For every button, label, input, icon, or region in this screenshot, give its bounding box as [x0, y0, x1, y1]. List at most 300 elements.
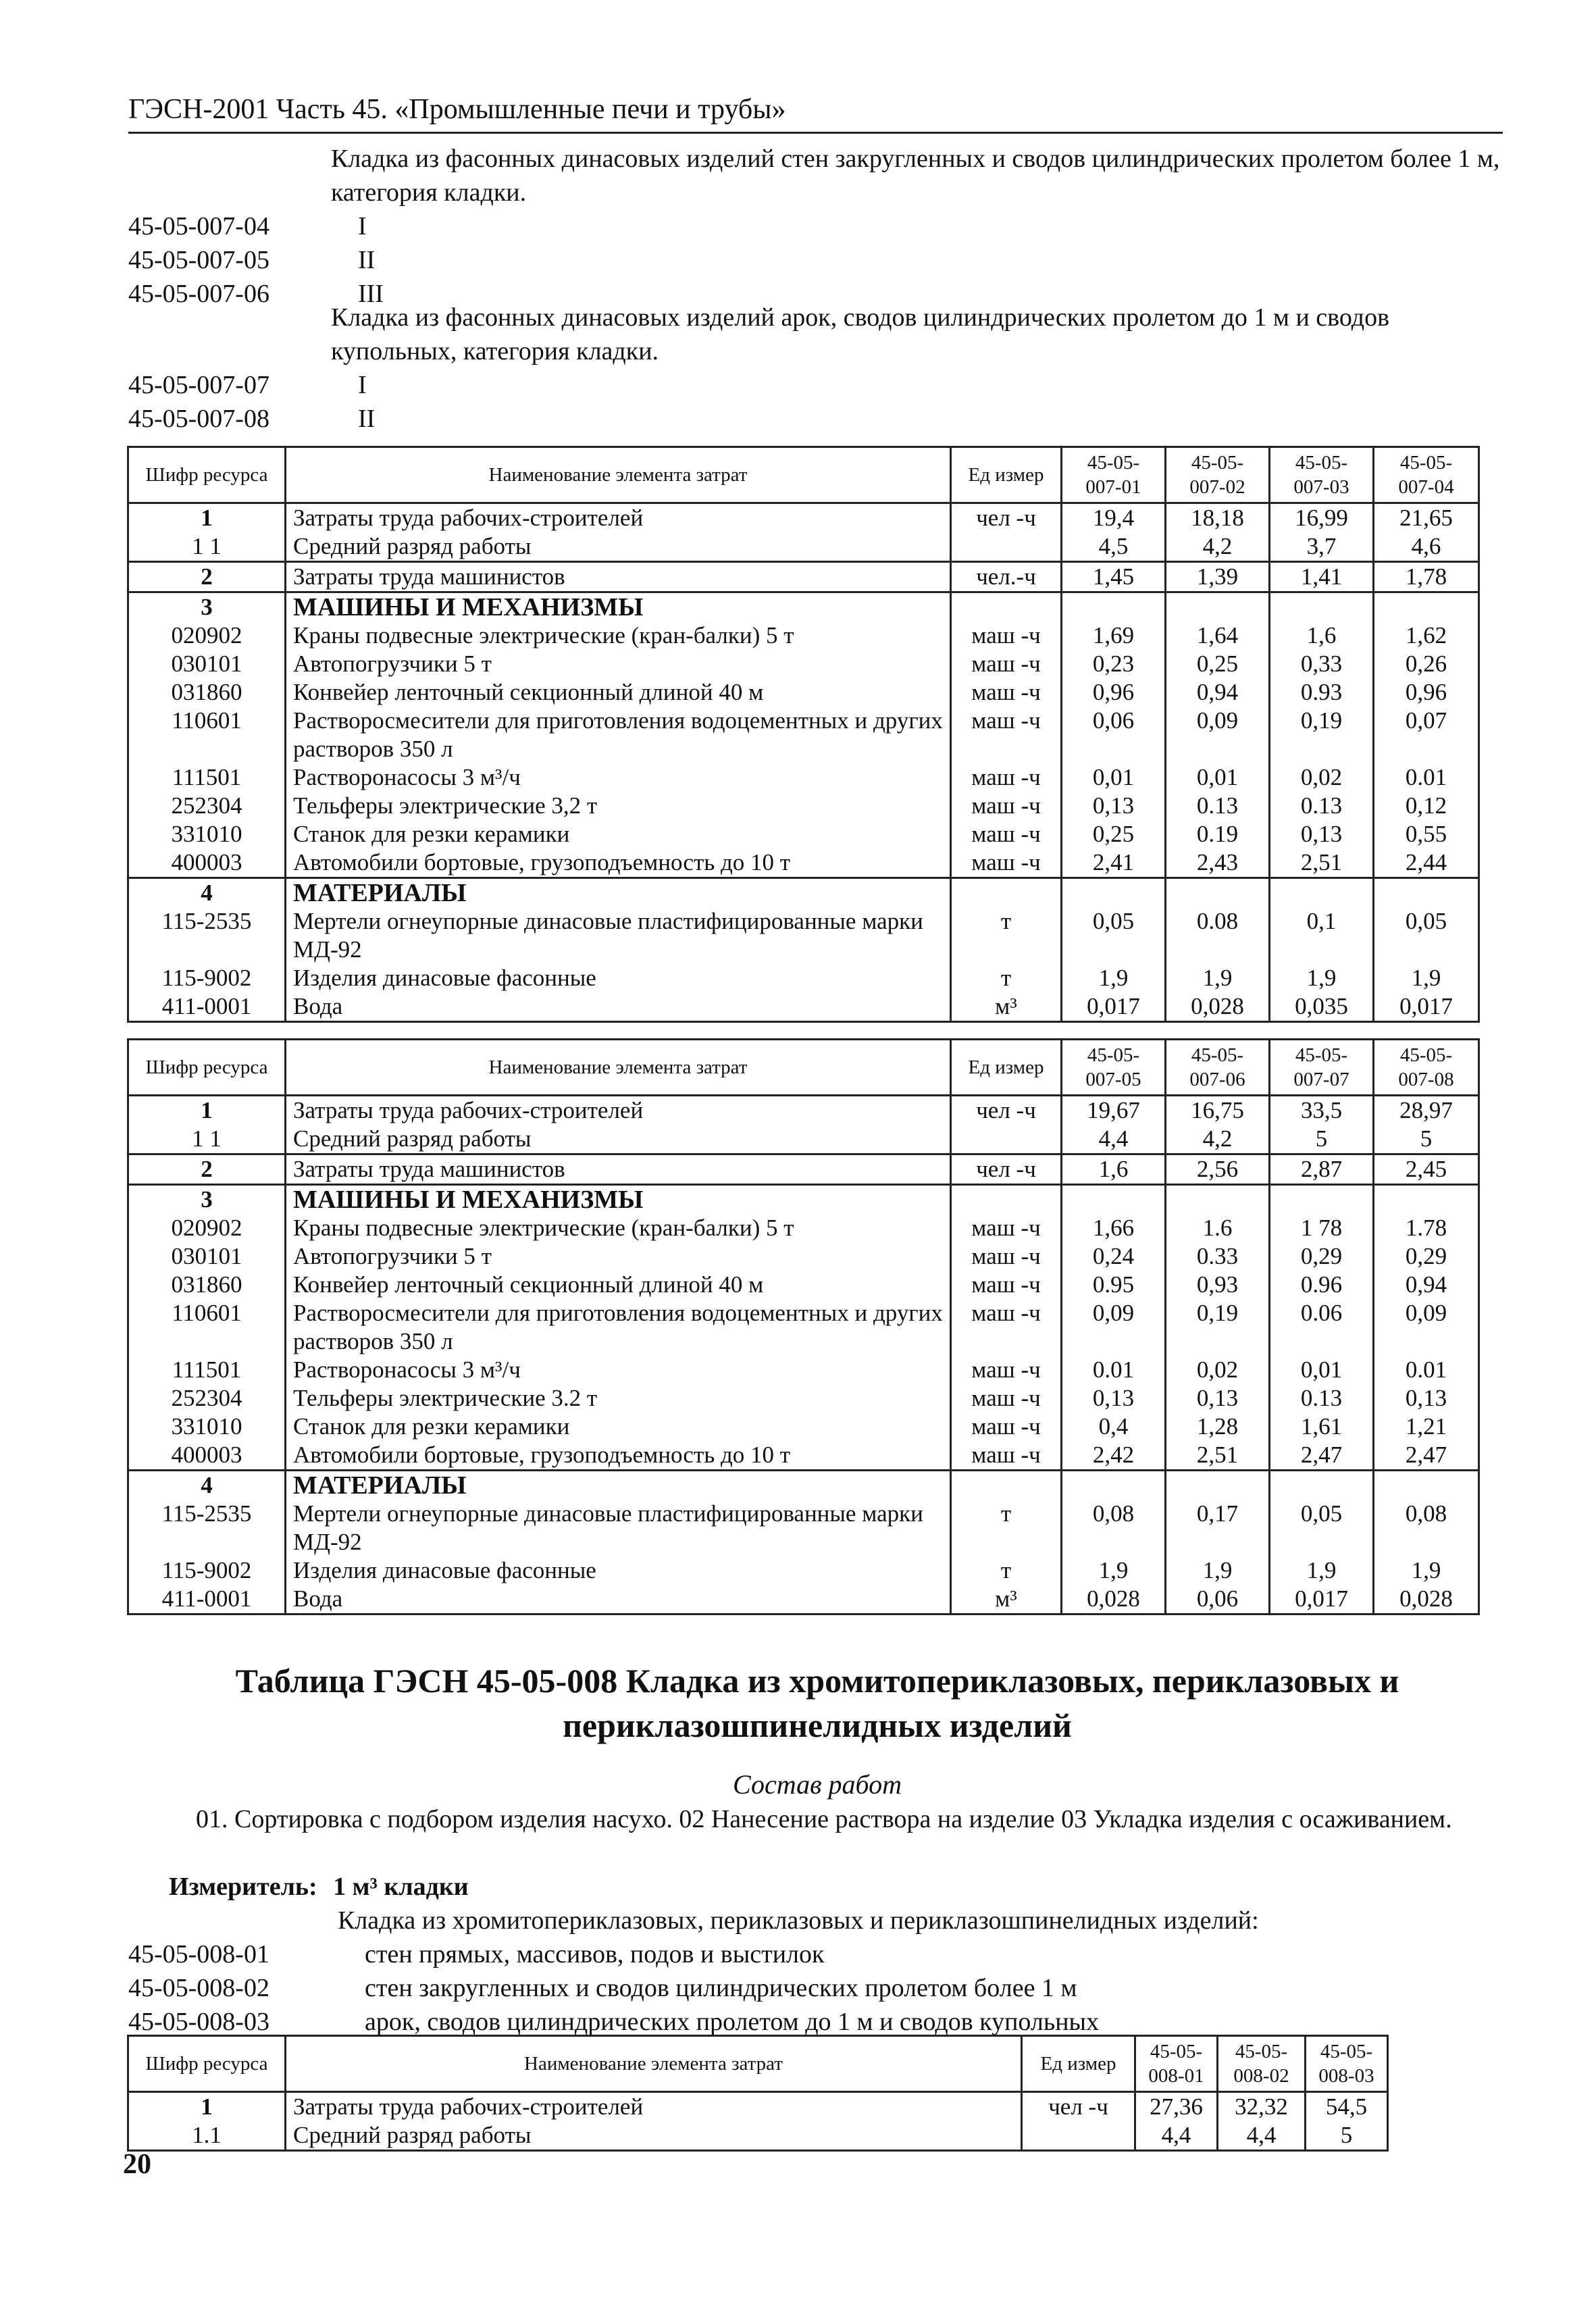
composition-text: 01. Сортировка с подбором изделия насухо. 02 Нанесение раствора на изделие 03 Укладка изделия с осаживанием. — [196, 1805, 1452, 1833]
row-unit: чел.-ч — [951, 562, 1062, 592]
row-name: Краны подвесные электрические (кран-балки) 5 т — [286, 1214, 951, 1242]
row-value — [1270, 1471, 1374, 1500]
row-unit: маш -ч — [951, 1356, 1062, 1384]
row-name: Изделия динасовые фасонные — [286, 964, 951, 992]
row-value: 54,5 — [1306, 2092, 1388, 2122]
table-row — [128, 707, 1479, 763]
row-value: 0.06 — [1270, 1299, 1374, 1356]
row-value: 0,028 — [1374, 1585, 1479, 1615]
row-value: 27,36 — [1135, 2092, 1218, 2122]
table-row — [128, 2121, 1388, 2151]
table-row — [128, 650, 1479, 678]
row-code: 031860 — [128, 678, 286, 707]
row-name: Тельферы электрические 3,2 т — [286, 792, 951, 820]
row-value — [1062, 878, 1166, 908]
table-row — [128, 503, 1479, 533]
table-row — [128, 1299, 1479, 1356]
row-unit: т — [951, 964, 1062, 992]
row-value — [1166, 1471, 1270, 1500]
row-value: 0,01 — [1270, 1356, 1374, 1384]
table-row — [128, 1384, 1479, 1413]
row-value: 0,017 — [1374, 992, 1479, 1022]
row-value: 0,09 — [1062, 1299, 1166, 1356]
row-code: 1 1 — [128, 1125, 286, 1154]
row-value: 0,19 — [1166, 1299, 1270, 1356]
row-name: Конвейер ленточный секционный длиной 40 м — [286, 678, 951, 707]
row-value: 0,25 — [1166, 650, 1270, 678]
row-value: 0,13 — [1062, 1384, 1166, 1413]
row-value: 19,4 — [1062, 503, 1166, 533]
row-value: 0,08 — [1062, 1500, 1166, 1556]
row-value: 0,017 — [1270, 1585, 1374, 1615]
header-column-code: 45-05- 007-02 — [1166, 447, 1270, 503]
row-value: 4,2 — [1166, 1125, 1270, 1154]
row-code: 115-2535 — [128, 907, 286, 964]
row-value: 16,99 — [1270, 503, 1374, 533]
row-value: 0,06 — [1062, 707, 1166, 763]
header-column-code: 45-05- 007-07 — [1270, 1040, 1374, 1096]
row-value: 0,08 — [1374, 1500, 1479, 1556]
row-value — [1270, 878, 1374, 908]
row-value — [1062, 1471, 1166, 1500]
row-value: 1,6 — [1062, 1154, 1166, 1185]
row-value: 2,42 — [1062, 1441, 1166, 1471]
row-code: 111501 — [128, 1356, 286, 1384]
row-code: 1.1 — [128, 2121, 286, 2151]
table-row — [128, 1096, 1479, 1125]
row-unit: чел -ч — [951, 503, 1062, 533]
row-value: 0,13 — [1166, 1384, 1270, 1413]
table-row — [128, 763, 1479, 792]
code-label: I — [358, 212, 367, 240]
row-value: 2,45 — [1374, 1154, 1479, 1185]
row-value: 0,028 — [1166, 992, 1270, 1022]
row-value: 1,9 — [1166, 964, 1270, 992]
row-unit: маш -ч — [951, 763, 1062, 792]
row-value: 0,23 — [1062, 650, 1166, 678]
row-value: 2,47 — [1270, 1441, 1374, 1471]
row-value: 2,43 — [1166, 848, 1270, 878]
row-value: 0.01 — [1374, 763, 1479, 792]
row-unit: маш -ч — [951, 1299, 1062, 1356]
row-value: 0,017 — [1062, 992, 1166, 1022]
row-name: МАШИНЫ И МЕХАНИЗМЫ — [286, 1185, 951, 1215]
resource-code: 45-05-007-06 — [128, 280, 269, 308]
code-label: стен закругленных и сводов цилиндрических пролетом более 1 м — [365, 1974, 1077, 2002]
row-value: 16,75 — [1166, 1096, 1270, 1125]
header-column-code: 45-05- 008-02 — [1218, 2036, 1306, 2092]
row-value: 0,05 — [1374, 907, 1479, 964]
page-number: 20 — [123, 2149, 151, 2180]
resource-table-3 — [127, 2035, 1389, 2152]
row-value — [1166, 1185, 1270, 1215]
row-value: 0,07 — [1374, 707, 1479, 763]
meter-label: Измеритель: — [169, 1873, 317, 1901]
row-value: 0,1 — [1270, 907, 1374, 964]
row-unit: чел -ч — [951, 1154, 1062, 1185]
row-value: 0,4 — [1062, 1413, 1166, 1441]
row-value: 0.33 — [1166, 1242, 1270, 1271]
row-value: 1,9 — [1374, 1556, 1479, 1585]
row-value: 0,96 — [1374, 678, 1479, 707]
row-code: 331010 — [128, 820, 286, 848]
meter-line — [169, 1870, 469, 1904]
table-row — [128, 1585, 1479, 1615]
row-value: 0,29 — [1374, 1242, 1479, 1271]
row-value: 0,13 — [1270, 820, 1374, 848]
table-row — [128, 1242, 1479, 1271]
row-code: 252304 — [128, 792, 286, 820]
row-unit: маш -ч — [951, 820, 1062, 848]
row-code: 030101 — [128, 650, 286, 678]
row-unit — [1022, 2121, 1135, 2151]
row-value: 0,96 — [1062, 678, 1166, 707]
composition-title: Состав работ — [733, 1769, 902, 1800]
code-label: I — [358, 371, 367, 399]
row-name: Затраты труда машинистов — [286, 1154, 951, 1185]
table-header-row — [128, 447, 1479, 503]
table-row — [128, 1154, 1479, 1185]
table-row — [128, 1214, 1479, 1242]
row-value: 0,24 — [1062, 1242, 1166, 1271]
row-name: Затраты труда рабочих-строителей — [286, 503, 951, 533]
code-label: II — [358, 246, 376, 274]
row-unit — [951, 592, 1062, 622]
row-name: Автопогрузчики 5 т — [286, 1242, 951, 1271]
row-name: Растворонасосы 3 м³/ч — [286, 1356, 951, 1384]
row-unit: маш -ч — [951, 650, 1062, 678]
row-value: 0,13 — [1374, 1384, 1479, 1413]
row-value: 1,9 — [1062, 964, 1166, 992]
row-value: 0.13 — [1166, 792, 1270, 820]
header-code: Шифр ресурса — [128, 2036, 286, 2092]
row-value: 4,4 — [1135, 2121, 1218, 2151]
row-value: 0,01 — [1166, 763, 1270, 792]
row-code: 115-9002 — [128, 964, 286, 992]
row-unit: маш -ч — [951, 1413, 1062, 1441]
row-unit: т — [951, 1556, 1062, 1585]
row-value: 0.19 — [1166, 820, 1270, 848]
resource-code: 45-05-008-03 — [128, 2008, 269, 2036]
row-value: 2,47 — [1374, 1441, 1479, 1471]
row-code: 400003 — [128, 848, 286, 878]
header-name: Наименование элемента затрат — [286, 1040, 951, 1096]
table-row — [128, 848, 1479, 878]
row-value: 0,25 — [1062, 820, 1166, 848]
row-unit: маш -ч — [951, 1242, 1062, 1271]
row-code: 2 — [128, 1154, 286, 1185]
table-row — [128, 678, 1479, 707]
header-name: Наименование элемента затрат — [286, 447, 951, 503]
row-value: 0,06 — [1166, 1585, 1270, 1615]
table-row — [128, 1556, 1479, 1585]
row-value — [1270, 1185, 1374, 1215]
table-row — [128, 992, 1479, 1022]
code-label: II — [358, 405, 376, 433]
row-name: Краны подвесные электрические (кран-балки) 5 т — [286, 621, 951, 650]
row-value: 1,41 — [1270, 562, 1374, 592]
table-row — [128, 907, 1479, 964]
table-row — [128, 1500, 1479, 1556]
row-value: 28,97 — [1374, 1096, 1479, 1125]
row-value: 2,87 — [1270, 1154, 1374, 1185]
row-value: 4,4 — [1218, 2121, 1306, 2151]
row-unit: маш -ч — [951, 707, 1062, 763]
row-value: 2,41 — [1062, 848, 1166, 878]
code-label: III — [358, 280, 384, 308]
row-value: 4,6 — [1374, 532, 1479, 562]
row-code: 411-0001 — [128, 992, 286, 1022]
row-code: 252304 — [128, 1384, 286, 1413]
row-value: 19,67 — [1062, 1096, 1166, 1125]
row-value: 21,65 — [1374, 503, 1479, 533]
meter-value: 1 м³ кладки — [333, 1873, 469, 1901]
table-row — [128, 1441, 1479, 1471]
resource-code: 45-05-007-08 — [128, 405, 269, 433]
table-row — [128, 2092, 1388, 2122]
row-value — [1374, 878, 1479, 908]
code-label: арок, сводов цилиндрических пролетом до 1 м и сводов купольных — [365, 2008, 1100, 2036]
row-unit: т — [951, 1500, 1062, 1556]
row-unit — [951, 878, 1062, 908]
row-name: Затраты труда машинистов — [286, 562, 951, 592]
row-name: Тельферы электрические 3.2 т — [286, 1384, 951, 1413]
row-value: 1 78 — [1270, 1214, 1374, 1242]
row-code: 020902 — [128, 1214, 286, 1242]
row-value: 0,05 — [1062, 907, 1166, 964]
row-code: 1 1 — [128, 532, 286, 562]
row-code: 110601 — [128, 1299, 286, 1356]
row-value: 1.78 — [1374, 1214, 1479, 1242]
row-value: 2,56 — [1166, 1154, 1270, 1185]
table-row — [128, 820, 1479, 848]
row-value: 2,51 — [1270, 848, 1374, 878]
row-name: Мертели огнеупорные динасовые пластифицированные марки МД-92 — [286, 1500, 951, 1556]
row-code: 115-2535 — [128, 1500, 286, 1556]
row-unit: маш -ч — [951, 1441, 1062, 1471]
row-name: Конвейер ленточный секционный длиной 40 м — [286, 1271, 951, 1299]
row-unit — [951, 532, 1062, 562]
row-code: 1 — [128, 1096, 286, 1125]
row-unit: м³ — [951, 1585, 1062, 1615]
row-name: Станок для резки керамики — [286, 1413, 951, 1441]
row-value: 0,028 — [1062, 1585, 1166, 1615]
row-value: 0,02 — [1166, 1356, 1270, 1384]
row-unit — [951, 1471, 1062, 1500]
row-code: 111501 — [128, 763, 286, 792]
header-column-code: 45-05- 008-01 — [1135, 2036, 1218, 2092]
row-value — [1062, 592, 1166, 622]
table-row — [128, 532, 1479, 562]
row-value: 0,02 — [1270, 763, 1374, 792]
row-value — [1166, 878, 1270, 908]
row-unit: чел -ч — [951, 1096, 1062, 1125]
row-value: 0,17 — [1166, 1500, 1270, 1556]
row-name: Растворонасосы 3 м³/ч — [286, 763, 951, 792]
row-unit: маш -ч — [951, 848, 1062, 878]
row-value: 4,4 — [1062, 1125, 1166, 1154]
table-row — [128, 562, 1479, 592]
row-value: 0,09 — [1374, 1299, 1479, 1356]
row-name: Вода — [286, 1585, 951, 1615]
row-value: 1,28 — [1166, 1413, 1270, 1441]
row-code: 4 — [128, 1471, 286, 1500]
row-value: 18,18 — [1166, 503, 1270, 533]
row-value — [1374, 592, 1479, 622]
header-rule — [128, 132, 1503, 134]
table-section-row — [128, 592, 1479, 622]
header-column-code: 45-05- 007-04 — [1374, 447, 1479, 503]
row-code: 1 — [128, 2092, 286, 2122]
row-value: 4,5 — [1062, 532, 1166, 562]
row-code: 110601 — [128, 707, 286, 763]
row-value: 1,78 — [1374, 562, 1479, 592]
row-name: Мертели огнеупорные динасовые пластифицированные марки МД-92 — [286, 907, 951, 964]
row-value: 0,55 — [1374, 820, 1479, 848]
row-code: 400003 — [128, 1441, 286, 1471]
resource-code: 45-05-008-01 — [128, 1940, 269, 1968]
row-value: 1,62 — [1374, 621, 1479, 650]
row-unit: маш -ч — [951, 1384, 1062, 1413]
row-code: 1 — [128, 503, 286, 533]
row-unit — [951, 1185, 1062, 1215]
row-name: Растворосмесители для приготовления водоцементных и других растворов 350 л — [286, 1299, 951, 1356]
row-name: Вода — [286, 992, 951, 1022]
row-value: 33,5 — [1270, 1096, 1374, 1125]
row-value: 0,33 — [1270, 650, 1374, 678]
row-value: 1,45 — [1062, 562, 1166, 592]
resource-code: 45-05-007-05 — [128, 246, 269, 274]
row-unit: маш -ч — [951, 1214, 1062, 1242]
row-code: 020902 — [128, 621, 286, 650]
running-header: ГЭСН-2001 Часть 45. «Промышленные печи и трубы» — [128, 94, 786, 125]
row-value: 0,93 — [1166, 1271, 1270, 1299]
row-unit: м³ — [951, 992, 1062, 1022]
row-value: 1,69 — [1062, 621, 1166, 650]
table-row — [128, 792, 1479, 820]
row-code: 030101 — [128, 1242, 286, 1271]
row-code: 031860 — [128, 1271, 286, 1299]
row-value: 0,26 — [1374, 650, 1479, 678]
row-code: 2 — [128, 562, 286, 592]
table-section-row — [128, 1471, 1479, 1500]
row-name: Автомобили бортовые, грузоподъемность до 10 т — [286, 1441, 951, 1471]
row-value: 32,32 — [1218, 2092, 1306, 2122]
row-name: Растворосмесители для приготовления водоцементных и других растворов 350 л — [286, 707, 951, 763]
header-unit: Ед измер — [1022, 2036, 1135, 2092]
header-column-code: 45-05- 007-01 — [1062, 447, 1166, 503]
intro-text-2: Кладка из фасонных динасовых изделий арок, сводов цилиндрических пролетом до 1 м и сводов купольных, категория кладки. — [331, 303, 1390, 365]
row-value — [1374, 1471, 1479, 1500]
table-section-row — [128, 1185, 1479, 1215]
row-value: 0.96 — [1270, 1271, 1374, 1299]
row-value: 1,61 — [1270, 1413, 1374, 1441]
row-value: 1,6 — [1270, 621, 1374, 650]
row-value: 0.95 — [1062, 1271, 1166, 1299]
resource-code: 45-05-007-04 — [128, 212, 269, 240]
row-name: Средний разряд работы — [286, 1125, 951, 1154]
row-value: 1,9 — [1062, 1556, 1166, 1585]
resource-code: 45-05-008-02 — [128, 1974, 269, 2002]
row-value — [1062, 1185, 1166, 1215]
row-code: 3 — [128, 1185, 286, 1215]
resource-table-1 — [127, 446, 1480, 1023]
header-name: Наименование элемента затрат — [286, 2036, 1022, 2092]
row-value: 1,64 — [1166, 621, 1270, 650]
row-unit: маш -ч — [951, 1271, 1062, 1299]
row-value: 1,21 — [1374, 1413, 1479, 1441]
row-value: 5 — [1306, 2121, 1388, 2151]
header-unit: Ед измер — [951, 1040, 1062, 1096]
row-code: 4 — [128, 878, 286, 908]
row-value: 0,01 — [1062, 763, 1166, 792]
resource-table-2 — [127, 1038, 1480, 1615]
row-value — [1374, 1185, 1479, 1215]
table-row — [128, 1356, 1479, 1384]
row-value: 0,94 — [1166, 678, 1270, 707]
row-name: Средний разряд работы — [286, 532, 951, 562]
intro-text-3: Кладка из хромитопериклазовых, периклазовых и периклазошпинелидных изделий: — [338, 1906, 1259, 1935]
header-code: Шифр ресурса — [128, 447, 286, 503]
intro-text-1: Кладка из фасонных динасовых изделий стен закругленных и сводов цилиндрических пролетом более 1 м, категория кладки. — [331, 145, 1500, 207]
table-section-row — [128, 878, 1479, 908]
row-value: 0,12 — [1374, 792, 1479, 820]
row-value — [1166, 592, 1270, 622]
table-row — [128, 1413, 1479, 1441]
row-name: Автомобили бортовые, грузоподъемность до 10 т — [286, 848, 951, 878]
row-name: МАШИНЫ И МЕХАНИЗМЫ — [286, 592, 951, 622]
row-unit: маш -ч — [951, 792, 1062, 820]
row-name: Затраты труда рабочих-строителей — [286, 2092, 1022, 2122]
row-code: 115-9002 — [128, 1556, 286, 1585]
row-value: 5 — [1270, 1125, 1374, 1154]
row-value: 0,13 — [1062, 792, 1166, 820]
header-column-code: 45-05- 007-06 — [1166, 1040, 1270, 1096]
code-label: стен прямых, массивов, подов и выстилок — [365, 1940, 825, 1968]
row-value: 0.13 — [1270, 1384, 1374, 1413]
row-unit: маш -ч — [951, 621, 1062, 650]
row-value: 0,19 — [1270, 707, 1374, 763]
row-value: 0,94 — [1374, 1271, 1479, 1299]
header-code: Шифр ресурса — [128, 1040, 286, 1096]
row-value: 1,39 — [1166, 562, 1270, 592]
row-value: 2,51 — [1166, 1441, 1270, 1471]
row-unit: чел -ч — [1022, 2092, 1135, 2122]
table-header-row — [128, 1040, 1479, 1096]
row-unit: т — [951, 907, 1062, 964]
table-row — [128, 1271, 1479, 1299]
row-name: Средний разряд работы — [286, 2121, 1022, 2151]
row-code: 331010 — [128, 1413, 286, 1441]
row-name: МАТЕРИАЛЫ — [286, 878, 951, 908]
resource-code: 45-05-007-07 — [128, 371, 269, 399]
row-name: Изделия динасовые фасонные — [286, 1556, 951, 1585]
row-unit: маш -ч — [951, 678, 1062, 707]
row-value: 5 — [1374, 1125, 1479, 1154]
row-value: 0,05 — [1270, 1500, 1374, 1556]
row-value: 2,44 — [1374, 848, 1479, 878]
row-value: 1,9 — [1270, 964, 1374, 992]
header-column-code: 45-05- 007-03 — [1270, 447, 1374, 503]
row-value: 3,7 — [1270, 532, 1374, 562]
row-value: 0,29 — [1270, 1242, 1374, 1271]
row-unit — [951, 1125, 1062, 1154]
row-value: 1,9 — [1166, 1556, 1270, 1585]
row-value: 1.6 — [1166, 1214, 1270, 1242]
row-name: Станок для резки керамики — [286, 820, 951, 848]
row-value — [1270, 592, 1374, 622]
header-column-code: 45-05- 008-03 — [1306, 2036, 1388, 2092]
